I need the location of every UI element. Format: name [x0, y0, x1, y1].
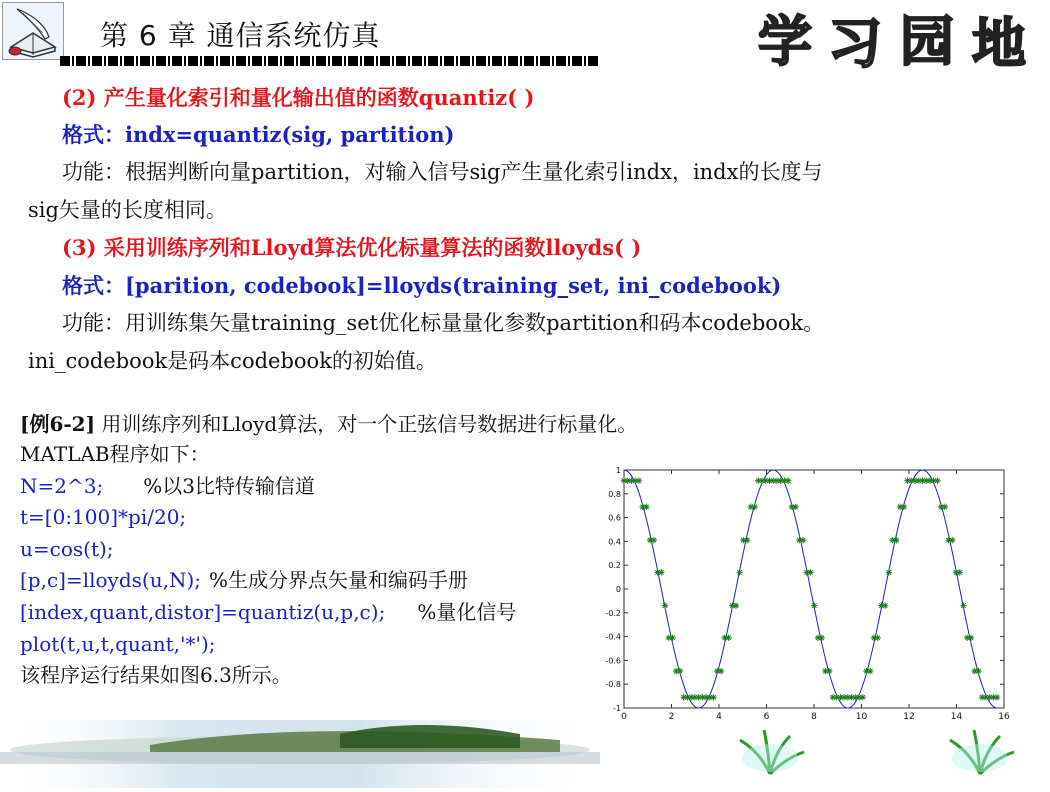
code-line — [20, 535, 114, 563]
code-line — [20, 472, 315, 500]
quant-point — [800, 537, 806, 543]
quant-point — [658, 569, 664, 575]
x-tick-label: 14 — [950, 712, 963, 722]
slide-header — [0, 0, 1050, 70]
quant-point — [893, 537, 899, 543]
y-tick-label: 1 — [615, 466, 621, 475]
y-tick-label: 0 — [615, 585, 621, 594]
quant-point — [643, 504, 649, 510]
quant-point — [957, 569, 963, 575]
quant-point — [677, 668, 683, 674]
x-tick-label: 8 — [811, 712, 817, 722]
section3-format: 格式：[parition, codebook]=lloyds(training_set, ini_codebook) — [62, 273, 782, 298]
x-tick-label: 4 — [716, 712, 722, 722]
quant-point — [736, 569, 742, 575]
quant-point — [733, 602, 739, 608]
quantization-plot — [598, 462, 1018, 724]
section3-function-line1: 功能：用训练集矢量training_set优化标量量化参数partition和码本codebook。 — [62, 311, 825, 335]
section2-function-line1: 功能：根据判断向量partition，对输入信号sig产生量化索引indx，indx的长度与 — [62, 160, 823, 184]
code-text: N=2^3; — [20, 474, 104, 498]
quant-point — [662, 602, 668, 608]
plant-decoration-icon — [950, 730, 1014, 774]
x-tick-label: 16 — [998, 712, 1010, 722]
quant-point — [792, 504, 798, 510]
quant-point — [651, 537, 657, 543]
quant-point — [867, 668, 873, 674]
svg-text:习: 习 — [828, 12, 882, 70]
section2-function-line2: sig矢量的长度相同。 — [28, 198, 227, 222]
code-line — [20, 598, 516, 626]
code-line — [20, 630, 216, 658]
section3-function-line2: ini_codebook是码本codebook的初始值。 — [28, 349, 437, 373]
quant-point — [811, 602, 817, 608]
y-tick-label: -0.8 — [605, 680, 621, 690]
code-text: plot(t,u,t,quant,'*'); — [20, 632, 216, 656]
section3-heading: (3) 采用训练序列和Lloyd算法优化标量算法的函数lloyds( ) — [62, 235, 642, 260]
quant-point — [874, 635, 880, 641]
quant-point — [886, 569, 892, 575]
program-intro: MATLAB程序如下： — [20, 442, 210, 466]
example-description: 用训练序列和Lloyd算法，对一个正弦信号数据进行标量化。 — [95, 412, 638, 436]
y-tick-label: 0.8 — [608, 489, 621, 499]
section2-format: 格式：indx=quantiz(sig, partition) — [62, 122, 455, 147]
quant-point — [882, 602, 888, 608]
svg-text:学: 学 — [758, 10, 812, 70]
chapter-title: 第 6 章 通信系统仿真 — [100, 19, 381, 52]
example-label: [例6-2] — [20, 412, 96, 436]
code-line — [20, 566, 468, 594]
code-text: t=[0:100]*pi/20; — [20, 505, 187, 529]
code-line — [20, 503, 186, 531]
quant-point — [807, 569, 813, 575]
quant-point — [785, 478, 791, 484]
y-tick-label: 0.4 — [608, 537, 621, 547]
y-tick-label: -0.6 — [605, 656, 621, 666]
x-tick-label: 12 — [903, 712, 915, 722]
quant-point — [819, 635, 825, 641]
code-comment: %以3比特传输信道 — [143, 474, 315, 498]
result-text: 该程序运行结果如图6.3所示。 — [20, 663, 292, 687]
code-comment: %量化信号 — [417, 600, 517, 624]
quant-point — [826, 668, 832, 674]
example-heading — [20, 410, 637, 438]
quant-point — [960, 602, 966, 608]
header-divider — [60, 56, 600, 66]
learning-garden-logo — [756, 6, 1046, 70]
plot-svg — [598, 462, 1018, 724]
svg-text:地: 地 — [972, 12, 1026, 70]
code-comment: %生成分界点矢量和编码手册 — [209, 568, 469, 592]
book-quill-icon — [2, 2, 64, 60]
svg-text:园: 园 — [900, 10, 954, 70]
y-tick-label: 0.2 — [608, 561, 621, 571]
quant-point — [718, 668, 724, 674]
x-tick-label: 0 — [621, 712, 627, 722]
code-text: [index,quant,distor]=quantiz(u,p,c); — [20, 600, 386, 624]
quant-point — [975, 668, 981, 674]
code-text: [p,c]=lloyds(u,N); — [20, 568, 202, 592]
y-tick-label: -0.2 — [605, 608, 621, 618]
x-tick-label: 6 — [763, 712, 770, 722]
lake-scenery-image — [0, 720, 600, 788]
y-tick-label: 0.6 — [608, 513, 621, 523]
y-tick-label: -1 — [613, 704, 621, 713]
plant-decoration-icon — [740, 730, 804, 774]
x-tick-label: 2 — [668, 712, 675, 722]
code-text: u=cos(t); — [20, 537, 114, 561]
section2-heading: (2) 产生量化索引和量化输出值的函数quantiz( ) — [62, 85, 535, 110]
footer-decoration — [0, 690, 1050, 788]
y-tick-label: -0.4 — [605, 632, 621, 642]
x-tick-label: 10 — [855, 712, 868, 722]
